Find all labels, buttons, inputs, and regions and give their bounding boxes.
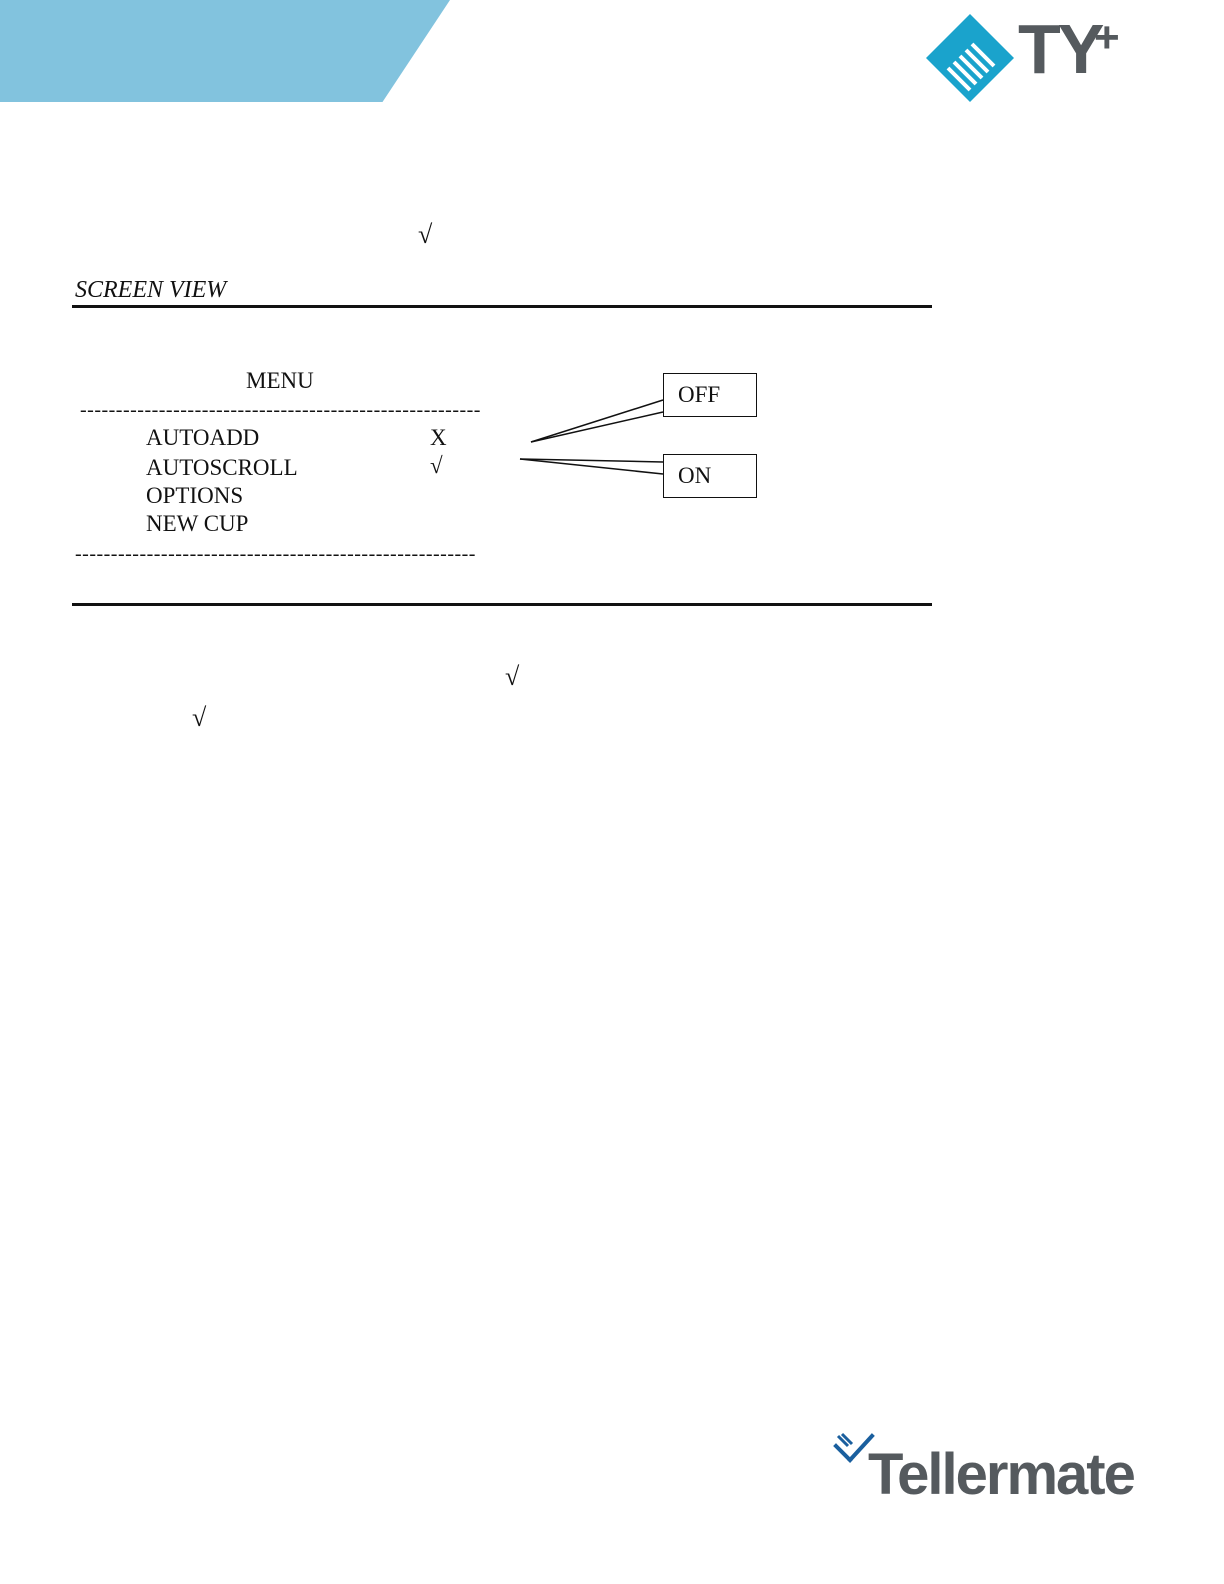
- bottom-check-mark-1: √: [505, 662, 520, 691]
- menu-item-options: OPTIONS: [146, 483, 244, 508]
- menu-item-autoadd: AUTOADD: [146, 425, 260, 450]
- top-check-mark: √: [418, 220, 433, 249]
- ty-logo-plus: +: [1094, 13, 1120, 62]
- tellermate-logo-text: Tellermate: [868, 1442, 1134, 1507]
- menu-divider-bottom: --------------------------------------------------------: [75, 543, 476, 565]
- menu-item-autoscroll: AUTOSCROLL: [146, 455, 298, 480]
- bottom-check-mark-2: √: [192, 703, 207, 732]
- menu-item-autoscroll-state: √: [430, 453, 443, 478]
- menu-title: MENU: [246, 368, 314, 393]
- callout-off: OFF: [663, 373, 757, 417]
- menu-divider-top: --------------------------------------------------------: [80, 399, 481, 421]
- section-label: SCREEN VIEW: [75, 277, 227, 303]
- ty-logo-text: TY: [1018, 10, 1102, 88]
- callout-on: ON: [663, 454, 757, 498]
- bottom-rule: [72, 603, 932, 606]
- menu-item-autoadd-state: X: [430, 425, 447, 450]
- menu-item-new-cup: NEW CUP: [146, 511, 249, 536]
